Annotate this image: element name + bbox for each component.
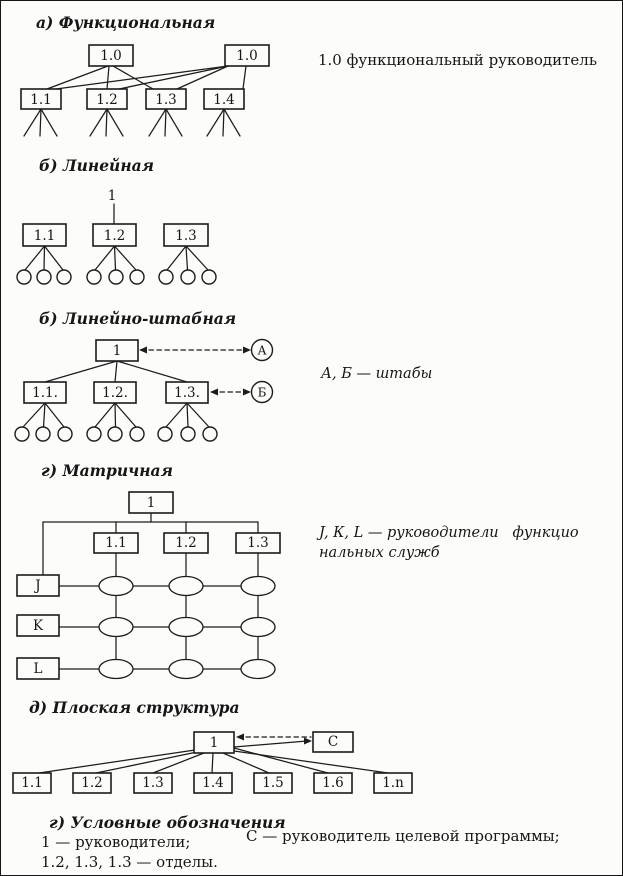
functional-child-label: 1.3 (155, 92, 177, 108)
line-staff-child-label: 1.3. (174, 385, 200, 401)
staff-b-label: Б (257, 385, 267, 400)
flat-child-label: 1.5 (262, 775, 284, 791)
section-legend (41, 813, 560, 871)
section-line-staff-title: б) Линейно-штабная (39, 309, 237, 328)
matrix-connector-lines (43, 513, 258, 669)
line-staff-note: А, Б — штабы (321, 366, 433, 382)
arrowhead-left-icon (139, 347, 147, 354)
matrix-column-label: 1.2 (175, 535, 197, 551)
section-linear (17, 156, 216, 284)
flat-child-label: 1.3 (142, 775, 164, 791)
legend-line-departments: 1.2, 1.3, 1.3 — отделы. (41, 853, 218, 871)
linear-root-label: 1 (107, 188, 117, 204)
section-matrix-title: г) Матричная (41, 461, 173, 480)
legend-title: г) Условные обозначения (49, 813, 286, 832)
org-structures-figure (1, 1, 623, 876)
linear-worker-circles (17, 270, 216, 284)
arrowhead-right-icon (243, 389, 251, 396)
line-staff-child-label: 1.1. (32, 385, 58, 401)
functional-child-label: 1.1 (30, 92, 52, 108)
matrix-column-label: 1.1 (105, 535, 127, 551)
functional-child-label: 1.2 (96, 92, 118, 108)
flat-child-label: 1.4 (202, 775, 224, 791)
functional-root-right-label: 1.0 (236, 48, 258, 64)
matrix-cell-ellipses (99, 577, 275, 679)
flat-child-label: 1.2 (81, 775, 103, 791)
section-matrix (17, 461, 579, 679)
section-flat-title: д) Плоская структура (29, 698, 240, 717)
linear-child-label: 1.3 (175, 228, 197, 244)
section-linear-title: б) Линейная (39, 156, 155, 175)
functional-note: 1.0 функциональный руководитель (318, 51, 597, 69)
matrix-root-label: 1 (146, 495, 156, 511)
arrowhead-left-icon (236, 734, 244, 741)
matrix-row-label: L (33, 661, 43, 677)
legend-line-leaders: 1 — руководители; (41, 833, 191, 851)
section-functional-title: а) Функциональная (36, 13, 216, 32)
linear-child-label: 1.1 (33, 228, 56, 244)
flat-child-label: 1.n (382, 775, 404, 791)
functional-child-label: 1.4 (213, 92, 235, 108)
functional-root-left-label: 1.0 (100, 48, 122, 64)
matrix-note-line1: J, К, L — руководители функцио (319, 525, 579, 541)
line-staff-child-label: 1.2. (102, 385, 128, 401)
matrix-note-line2: нальных служб (319, 545, 440, 561)
staff-a-label: А (257, 343, 267, 358)
section-functional (21, 13, 597, 136)
legend-line-program-leader: С — руководитель целевой программы; (246, 827, 560, 845)
linear-child-label: 1.2 (103, 228, 126, 244)
section-flat (13, 698, 412, 793)
arrowhead-right-icon (304, 738, 312, 745)
arrowhead-left-icon (210, 389, 218, 396)
arrowhead-right-icon (243, 347, 251, 354)
section-line-staff (15, 309, 432, 441)
flat-child-label: 1.1 (21, 775, 43, 791)
flat-target-label: С (327, 734, 339, 750)
matrix-column-label: 1.3 (247, 535, 269, 551)
matrix-row-label: J (35, 578, 41, 594)
matrix-row-label: K (32, 618, 44, 634)
flat-root-label: 1 (209, 735, 219, 751)
line-staff-worker-circles (15, 427, 217, 441)
line-staff-root-label: 1 (112, 343, 122, 359)
flat-child-label: 1.6 (322, 775, 344, 791)
